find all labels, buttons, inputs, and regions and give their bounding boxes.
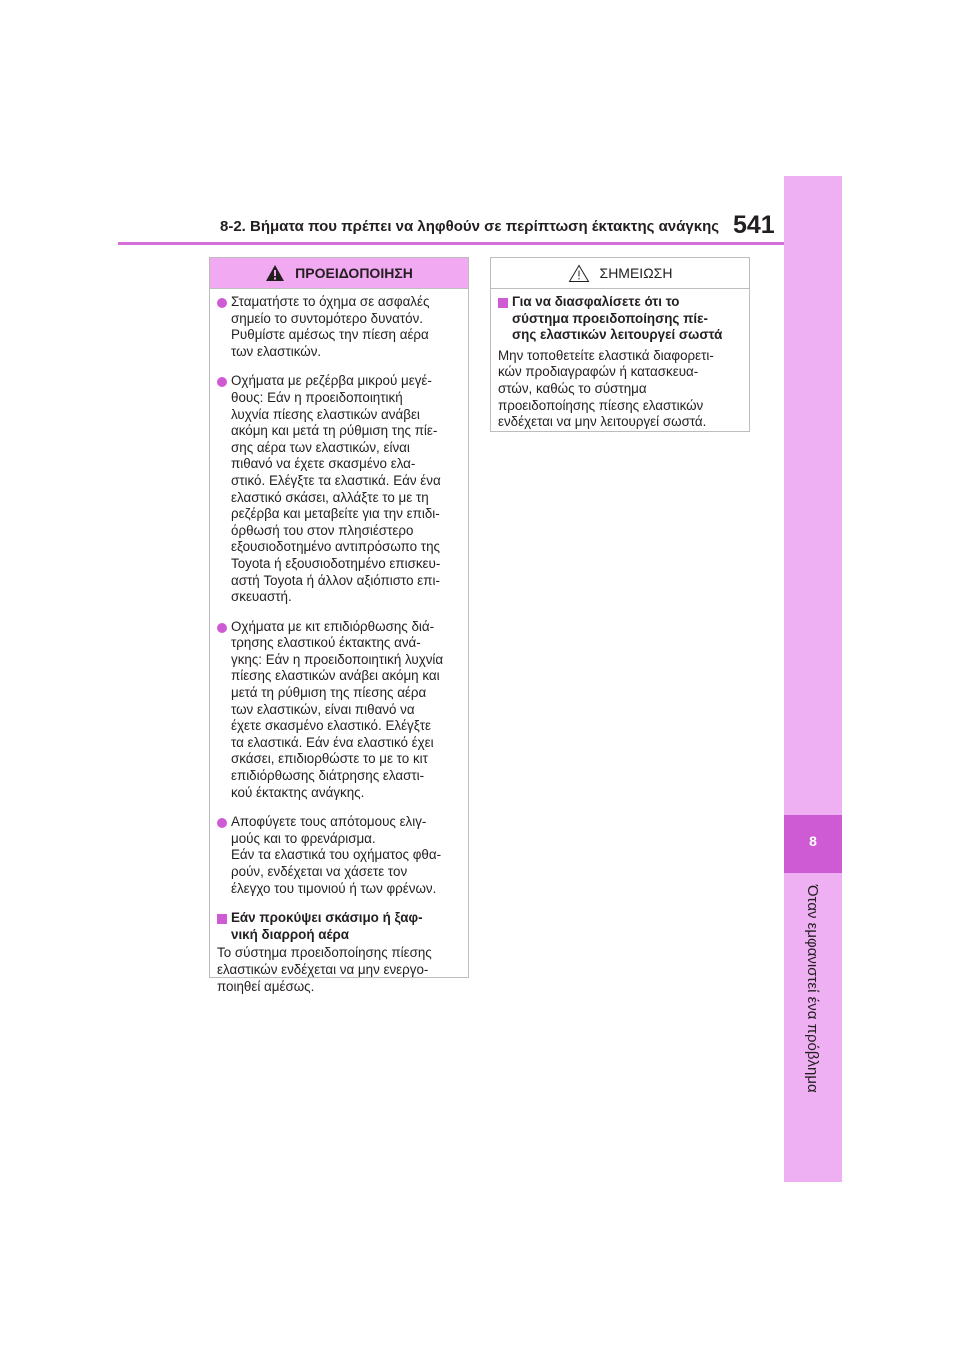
warning-item: [217, 373, 460, 605]
warning-item: [217, 294, 460, 360]
note-subsection-title: Για να διασφαλίσετε ότι το σύστημα προειδοποίησης πίε- σης ελαστικών λειτουργεί σωστά: [512, 294, 723, 343]
note-header: [491, 258, 749, 289]
note-box: [490, 257, 750, 432]
header-divider: [118, 242, 784, 245]
note-triangle-icon: [568, 264, 590, 283]
warning-item: [217, 619, 460, 802]
warning-body: [210, 289, 468, 995]
section-title: 8-2. Βήματα που πρέπει να ληφθούν σε περίπτωση έκτακτης ανάγκης: [220, 218, 720, 235]
bullet-icon: [217, 818, 227, 828]
warning-item-text: Οχήματα με ρεζέρβα μικρού μεγέ- θους: Εάν η προειδοποιητική λυχνία πίεσης ελαστικών ανάβει ακόμη και μετά τη ρύθμιση της πίε- σης αέρα των ελαστικών, είναι πιθανό να έχετε σκασμένο ελα- στικό. Ελέγξτε τα ελαστικά. Εάν ένα ελαστικό σκάσει, αλλάξτε το με τη ρεζέρβα και μεταβείτε για την επιδι- όρθωσή του στον πλησιέστερο εξουσιοδοτημένο αντιπρόσωπο της Toyota ή εξουσιοδοτημένο επισκευ- αστή Toyota ή άλλον αξιόπιστο επι- σκευαστή.: [231, 373, 441, 605]
chapter-number: 8: [809, 833, 817, 849]
warning-item-text: Αποφύγετε τους απότομους ελιγ- μούς και το φρενάρισμα. Εάν τα ελαστικά του οχήματος φθα- ρούν, ενδέχεται να χάσετε τον έλεγχο του τιμονιού ή των φρένων.: [231, 814, 442, 896]
warning-heading: ΠΡΟΕΙΔΟΠΟΙΗΣΗ: [295, 265, 413, 281]
warning-header: [210, 258, 468, 289]
square-bullet-icon: [498, 298, 508, 308]
bullet-icon: [217, 623, 227, 633]
warning-subsection-title: Εάν προκύψει σκάσιμο ή ξαφ- νική διαρροή αέρα: [231, 910, 423, 942]
note-subsection-heading: [498, 294, 741, 344]
warning-subsection-body: Το σύστημα προειδοποίησης πίεσης ελαστικών ενδέχεται να μην ενεργο- ποιηθεί αμέσως.: [217, 945, 432, 994]
note-heading: ΣΗΜΕΙΩΣΗ: [599, 265, 673, 281]
warning-item-text: Σταματήστε το όχημα σε ασφαλές σημείο το συντομότερο δυνατόν. Ρυθμίστε αμέσως την πίεση αέρα των ελαστικών.: [231, 294, 430, 359]
warning-item: [217, 814, 460, 897]
chapter-title-text: Όταν εμφανιστεί ένα πρόβλημα: [804, 885, 821, 1093]
square-bullet-icon: [217, 914, 227, 924]
warning-item-text: Οχήματα με κιτ επιδιόρθωσης διά- τρησης ελαστικού έκτακτης ανά- γκης: Εάν η προειδοποιητική λυχνία πίεσης ελαστικών ανάβει ακόμη και μετά τη ρύθμιση της πίεσης αέρα των ελαστικών, είναι πιθανό να έχετε σκασμένο ελαστικό. Ελέγξτε τα ελαστικά. Εάν ένα ελαστικό έχει σκάσει, επιδιορθώστε το με το κιτ επιδιόρθωσης διάτρησης ελαστι- κού έκτακτης ανάγκης.: [231, 618, 444, 800]
bullet-icon: [217, 377, 227, 387]
bullet-icon: [217, 298, 227, 308]
warning-triangle-icon: [265, 264, 285, 282]
warning-box: [209, 257, 469, 994]
note-body: [491, 289, 749, 431]
warning-subsection-heading: [217, 910, 460, 943]
page-number: 541: [733, 211, 775, 239]
note-subsection-body: Μην τοποθετείτε ελαστικά διαφορετι- κών προδιαγραφών ή κατασκευα- στών, καθώς το σύστημα προειδοποίησης πίεσης ελαστικών ενδέχεται να μην λειτουργεί σωστά.: [498, 347, 714, 430]
